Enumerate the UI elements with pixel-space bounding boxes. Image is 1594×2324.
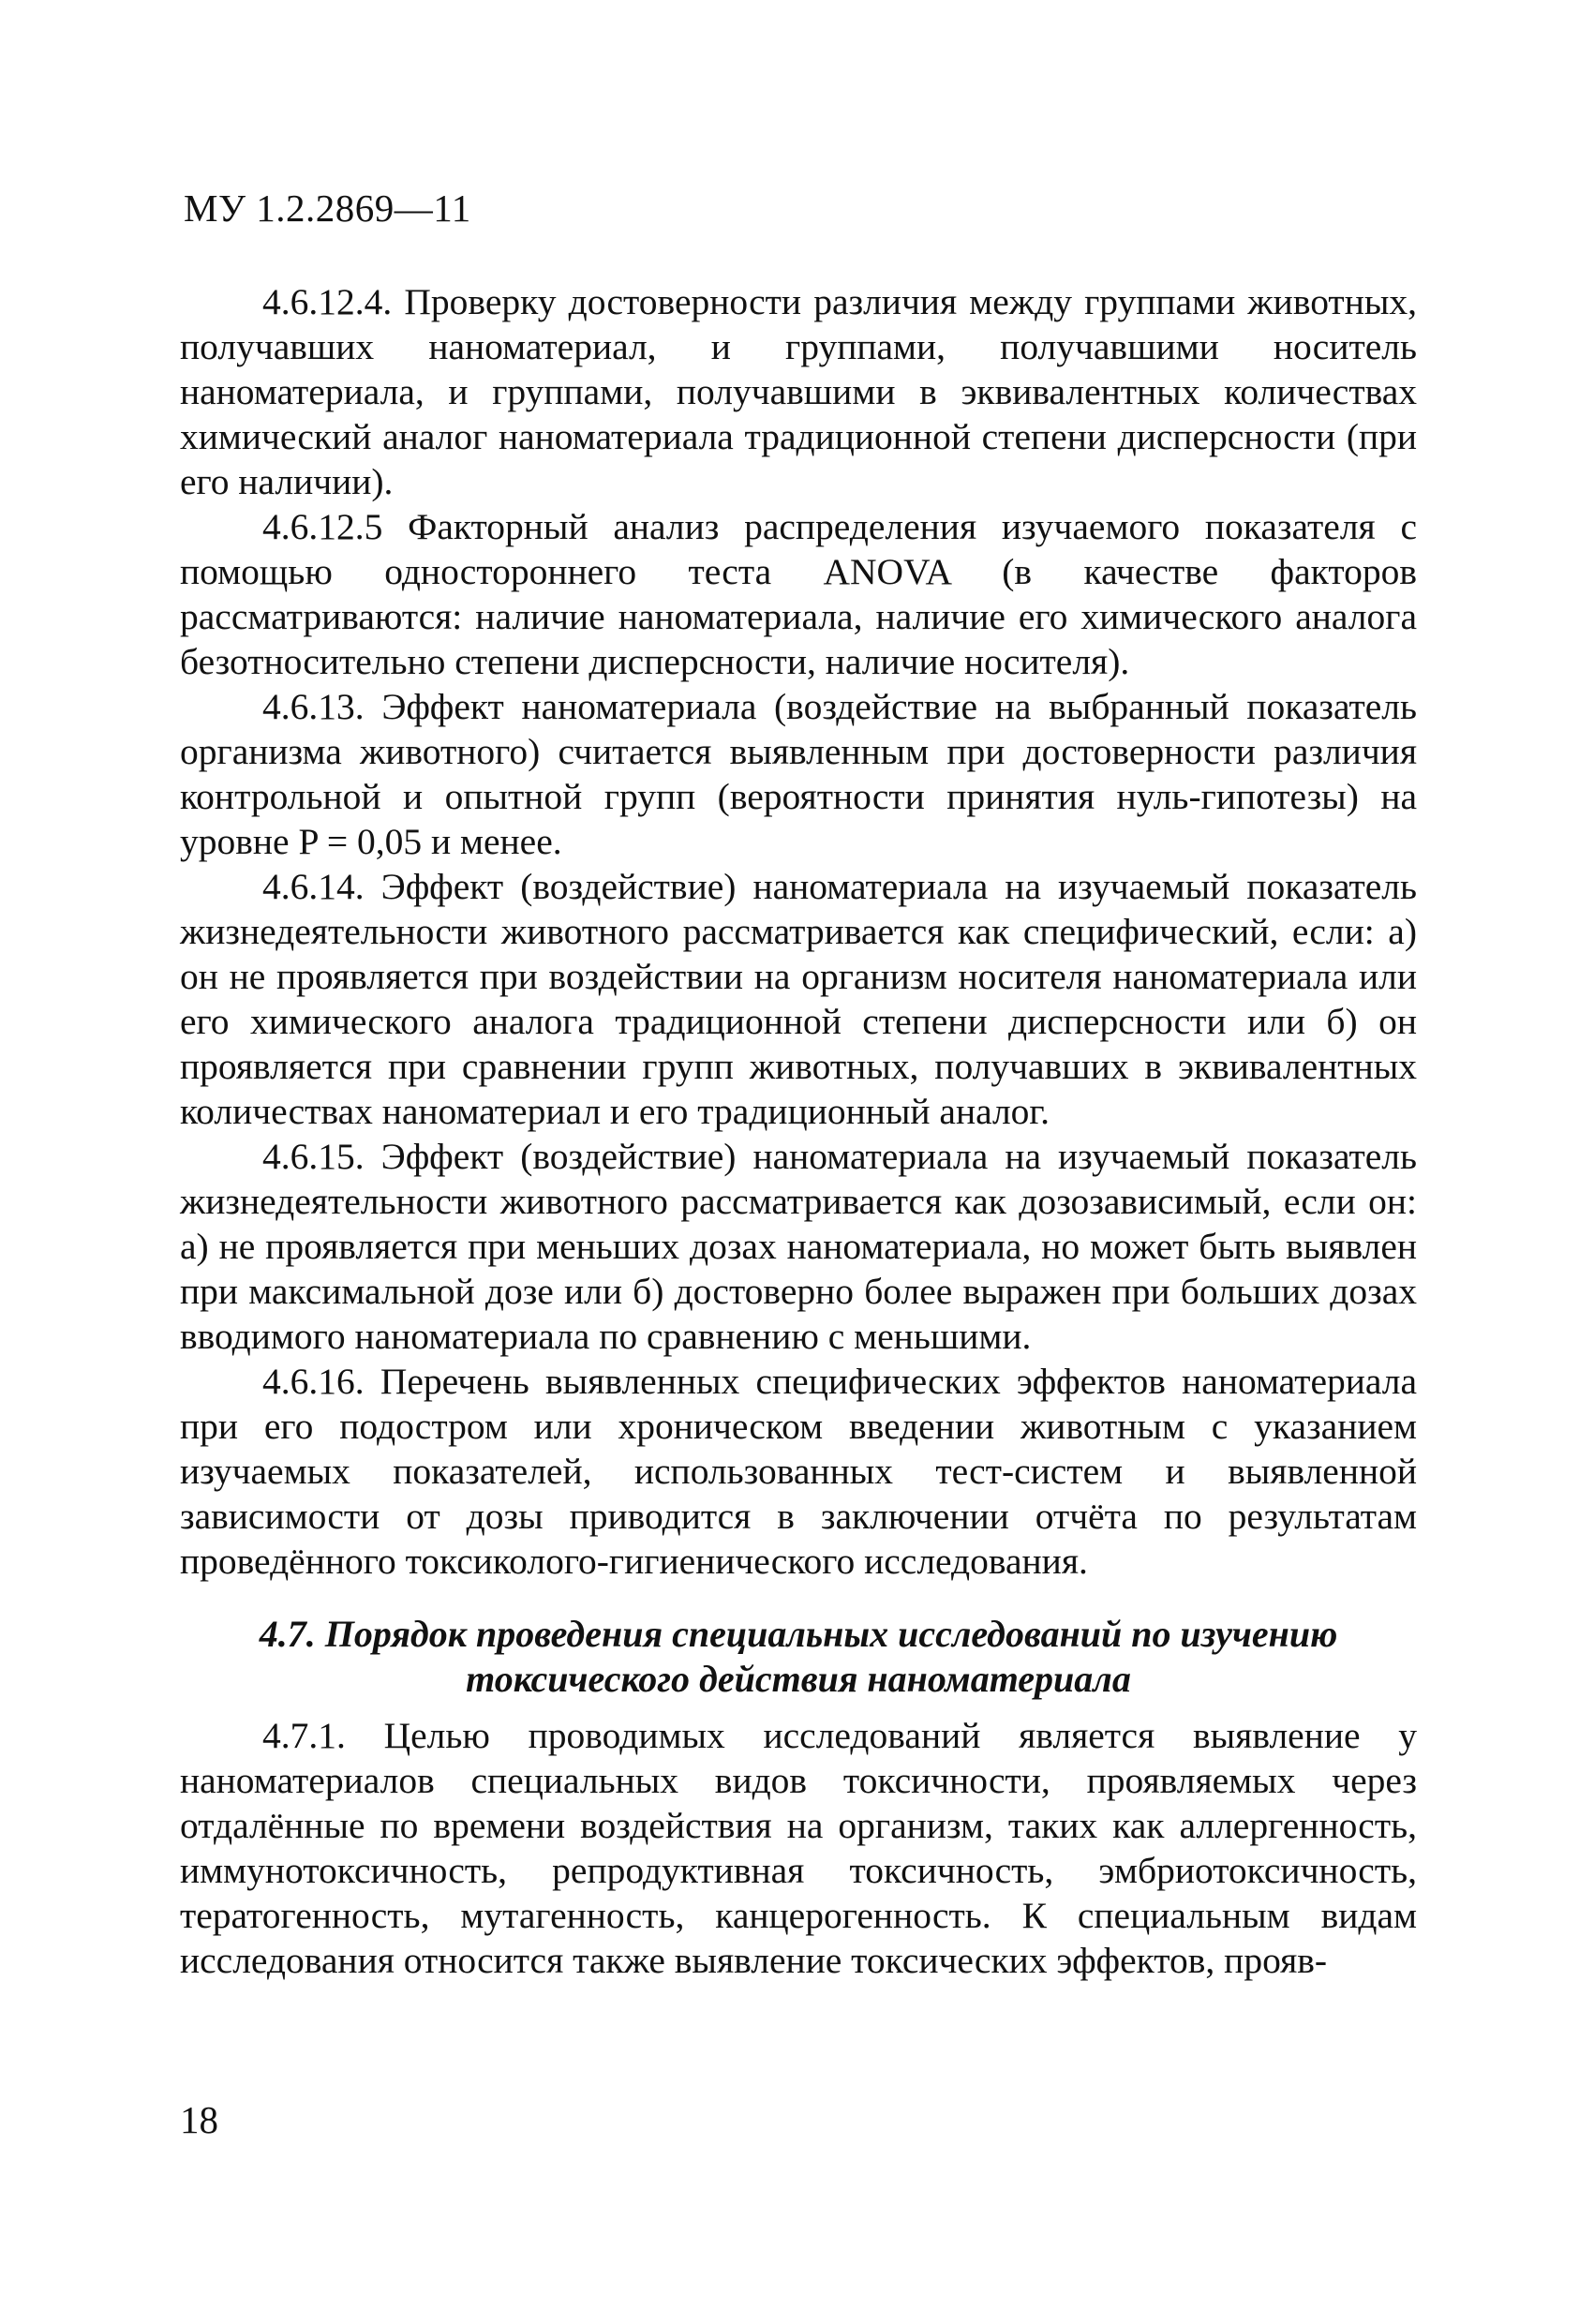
section-heading-4-7: 4.7. Порядок проведения специальных исследований по изучению токсического действия наноматериала [259,1613,1338,1700]
page-number: 18 [180,2098,218,2141]
paragraph-4-6-14: 4.6.14. Эффект (воздействие) наноматериала на изучаемый показатель жизнедеятельности животного рассматривается как специфический, если: а) он не проявляется при воздействии на организм носителя наноматериала или его химического аналога традиционной степени дисперсности или б) он проявляется при сравнении групп животных, получавших в эквивалентных количествах наноматериал и его традиционный аналог. [180,866,1417,1132]
paragraph-4-7-1: 4.7.1. Целью проводимых исследований является выявление у наноматериалов специальных видов токсичности, проявляемых через отдалённые по времени воздействия на организм, таких как аллергенность, иммунотоксичность, репродуктивная токсичность, эмбриотоксичность, тератогенность, мутагенность, канцерогенность. К специальным видам исследования относится также выявление токсических эффектов, прояв- [180,1715,1417,1981]
paragraph-4-6-12-5: 4.6.12.5 Факторный анализ распределения изучаемого показателя с помощью одностороннего теста ANOVA (в качестве факторов рассматриваются: наличие наноматериала, наличие его химического аналога безотносительно степени дисперсности, наличие носителя). [180,506,1417,682]
document-code-header: МУ 1.2.2869—11 [184,186,471,230]
paragraph-4-6-12-4: 4.6.12.4. Проверку достоверности различия между группами животных, получавших наноматериал, и группами, получавшими носитель наноматериала, и группами, получавшими в эквивалентных количествах химический аналог наноматериала традиционной степени дисперсности (при его наличии). [180,281,1417,502]
document-body [180,279,1417,1983]
paragraph-4-6-13: 4.6.13. Эффект наноматериала (воздействие на выбранный показатель организма животного) считается выявленным при достоверности различия контрольной и опытной групп (вероятности принятия нуль-гипотезы) на уровне P = 0,05 и менее. [180,686,1417,862]
paragraph-4-6-15: 4.6.15. Эффект (воздействие) наноматериала на изучаемый показатель жизнедеятельности животного рассматривается как дозозависимый, если он: а) не проявляется при меньших дозах наноматериала, но может быть выявлен при максимальной дозе или б) достоверно более выражен при больших дозах вводимого наноматериала по сравнению с меньшими. [180,1136,1417,1357]
paragraph-4-6-16: 4.6.16. Перечень выявленных специфических эффектов наноматериала при его подостром или хроническом введении животным с указанием изучаемых показателей, использованных тест-систем и выявленной зависимости от дозы приводится в заключении отчёта по результатам проведённого токсиколого-гигиенического исследования. [180,1361,1417,1582]
